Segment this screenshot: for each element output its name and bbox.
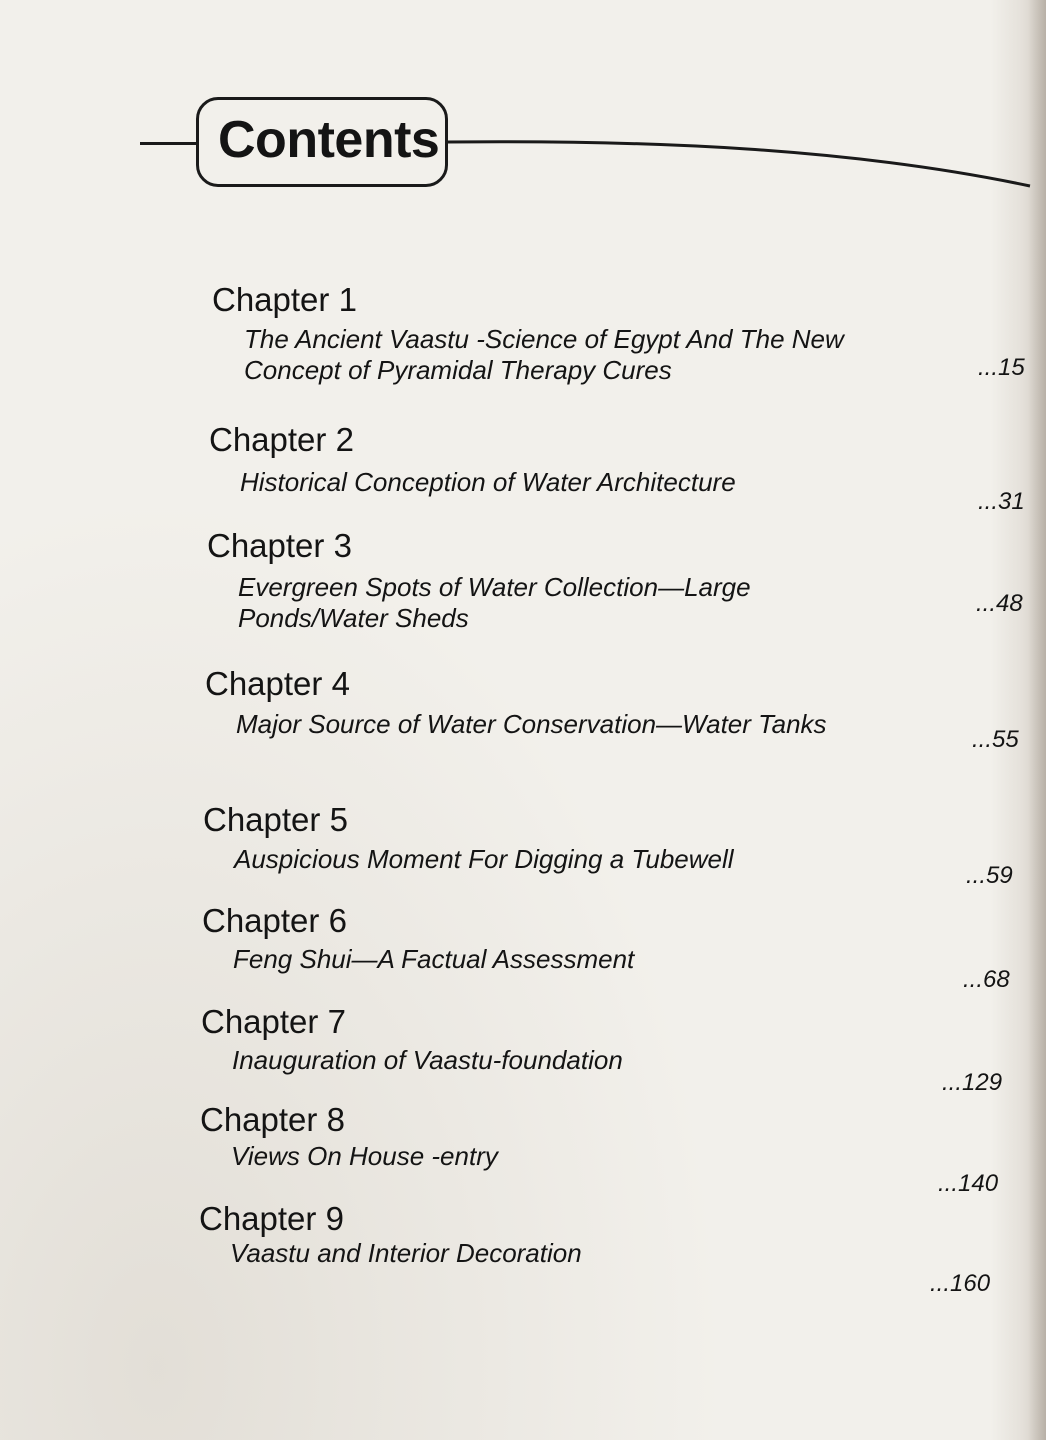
chapter-title: Vaastu and Interior Decoration [230,1238,582,1268]
chapter-label: Chapter 6 [202,902,347,939]
chapter-label: Chapter 3 [207,527,352,564]
chapter-label: Chapter 2 [209,421,354,458]
page-number: ...160 [930,1270,991,1297]
contents-header [0,0,1046,220]
page-number: ...15 [978,354,1025,381]
header-rule-right [0,0,1046,220]
chapter-label: Chapter 4 [205,665,350,702]
chapter-title: Feng Shui—A Factual Assessment [233,944,635,974]
page-heading: Contents [218,111,440,169]
page-number: ...59 [966,862,1013,889]
page-number: ...140 [938,1170,999,1197]
page-number: ...31 [978,488,1025,515]
page-number: ...68 [963,966,1010,993]
page-number: ...55 [972,726,1019,753]
chapter-title: The Ancient Vaastu -Science of Egypt And The New Concept of Pyramidal Therapy Cures [244,324,844,385]
chapter-title: Inauguration of Vaastu-foundation [232,1045,623,1075]
chapter-title: Historical Conception of Water Architecture [240,467,736,497]
page-edge-shadow [1028,0,1046,1440]
chapter-title: Major Source of Water Conservation—Water Tanks [236,709,827,739]
chapter-title: Views On House -entry [231,1141,498,1171]
chapter-label: Chapter 5 [203,801,348,838]
page-number: ...48 [976,590,1023,617]
chapter-label: Chapter 7 [201,1003,346,1040]
chapter-label: Chapter 8 [200,1101,345,1138]
page-number: ...129 [942,1069,1003,1096]
chapter-label: Chapter 9 [199,1200,344,1237]
chapter-title: Auspicious Moment For Digging a Tubewell [234,844,734,874]
chapter-label: Chapter 1 [212,281,357,318]
chapter-title: Evergreen Spots of Water Collection—Large Ponds/Water Sheds [238,572,751,633]
